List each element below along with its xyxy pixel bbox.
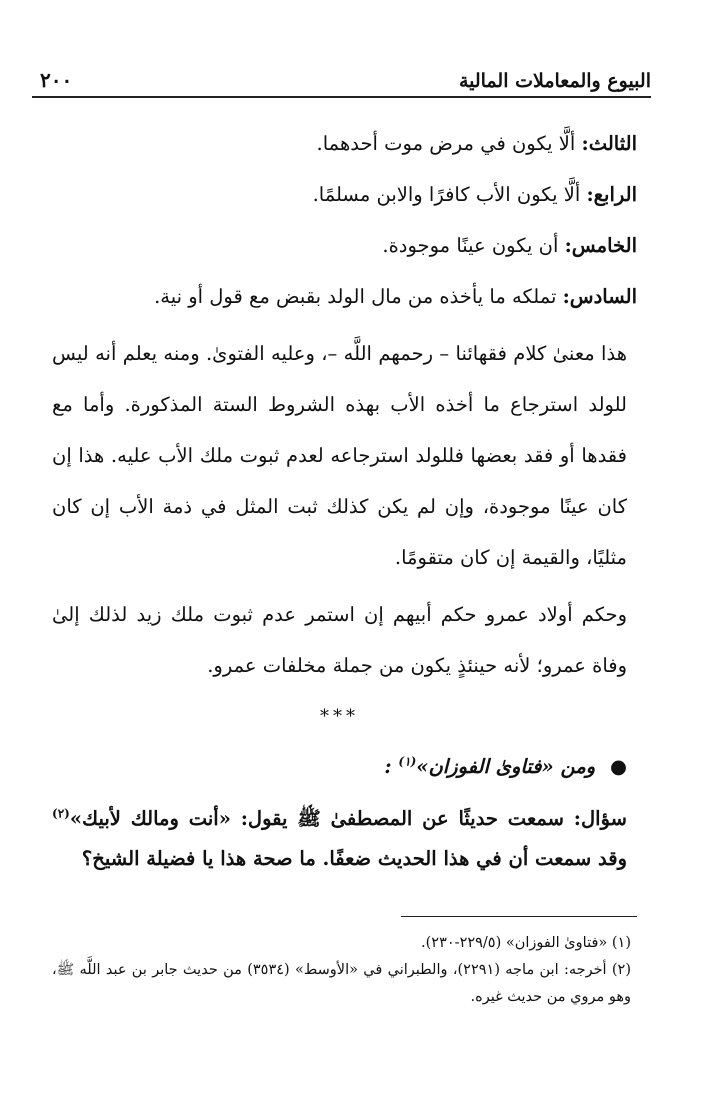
condition-label: الرابع: [586,183,637,206]
paragraph-1: هذا معنىٰ كلام فقهائنا – رحمهم اللَّه –، وعليه الفتوىٰ. ومنه يعلم أنه ليس للولد استرجاع ما أخذه الأب بهذه الشروط الستة المذكورة. وأما مع فقدها أو فقد بعضها فللولد استرجاعه لعدم ثبوت ملك الأب عليه. هذا إن كان عينًا موجودة، وإن لم يكن كذلك ثبت المثل في ذمة الأب إن كان مثليًا، والقيمة إن كان متقومًا. [52,342,627,569]
page-header [32,58,651,98]
footnotes [52,930,631,1011]
condition-label: الخامس: [564,234,637,257]
condition-6 [52,271,637,322]
condition-text: أن يكون عينًا موجودة. [382,234,559,257]
footnote-divider [401,916,637,917]
section-separator: *** [320,706,359,727]
condition-text: تملكه ما يأخذه من مال الولد بقبض مع قول أو نية. [154,285,557,308]
heading-text: ومن «فتاوىٰ الفوزان» [416,755,596,778]
chapter-title: البيوع والمعاملات المالية [458,70,651,92]
page-number: ٢٠٠ [40,68,73,92]
condition-3 [52,118,637,169]
heading-colon: : [384,755,392,778]
condition-label: الثالث: [581,132,637,155]
question-part-1: سؤال: سمعت حديثًا عن المصطفىٰ ﷺ يقول: «أنت ومالك لأبيك» [69,807,627,830]
condition-4 [52,169,637,220]
footnote-2: (٢) أخرجه: ابن ماجه (٢٢٩١)، والطبراني في «الأوسط» (٣٥٣٤) من حديث جابر بن عبد اللَّه ﷺ، وهو مروي من حديث غيره. [52,962,632,1005]
condition-text: ألَّا يكون في مرض موت أحدهما. [316,132,576,155]
condition-label: السادس: [562,285,637,308]
bullet-icon: ● [609,755,627,778]
question-part-2: وقد سمعت أن في هذا الحديث ضعفًا. ما صحة هذا يا فضيلة الشيخ؟ [81,847,627,870]
footnote-ref-1[interactable]: (١) [398,754,417,769]
paragraph-2: وحكم أولاد عمرو حكم أبيهم إن استمر عدم ثبوت ملك زيد لذلك إلىٰ وفاة عمرو؛ لأنه حينئذٍ يكون من جملة مخلفات عمرو. [52,603,627,677]
footnote-ref-2[interactable]: (٢) [52,806,70,821]
footnote-1: (١) «فتاوىٰ الفوزان» (٢٢٩/٥-٢٣٠). [421,935,631,951]
section-heading [52,739,627,795]
condition-text: ألَّا يكون الأب كافرًا والابن مسلمًا. [312,183,581,206]
condition-5 [52,220,637,271]
question-text [52,799,627,879]
main-text [52,118,637,879]
